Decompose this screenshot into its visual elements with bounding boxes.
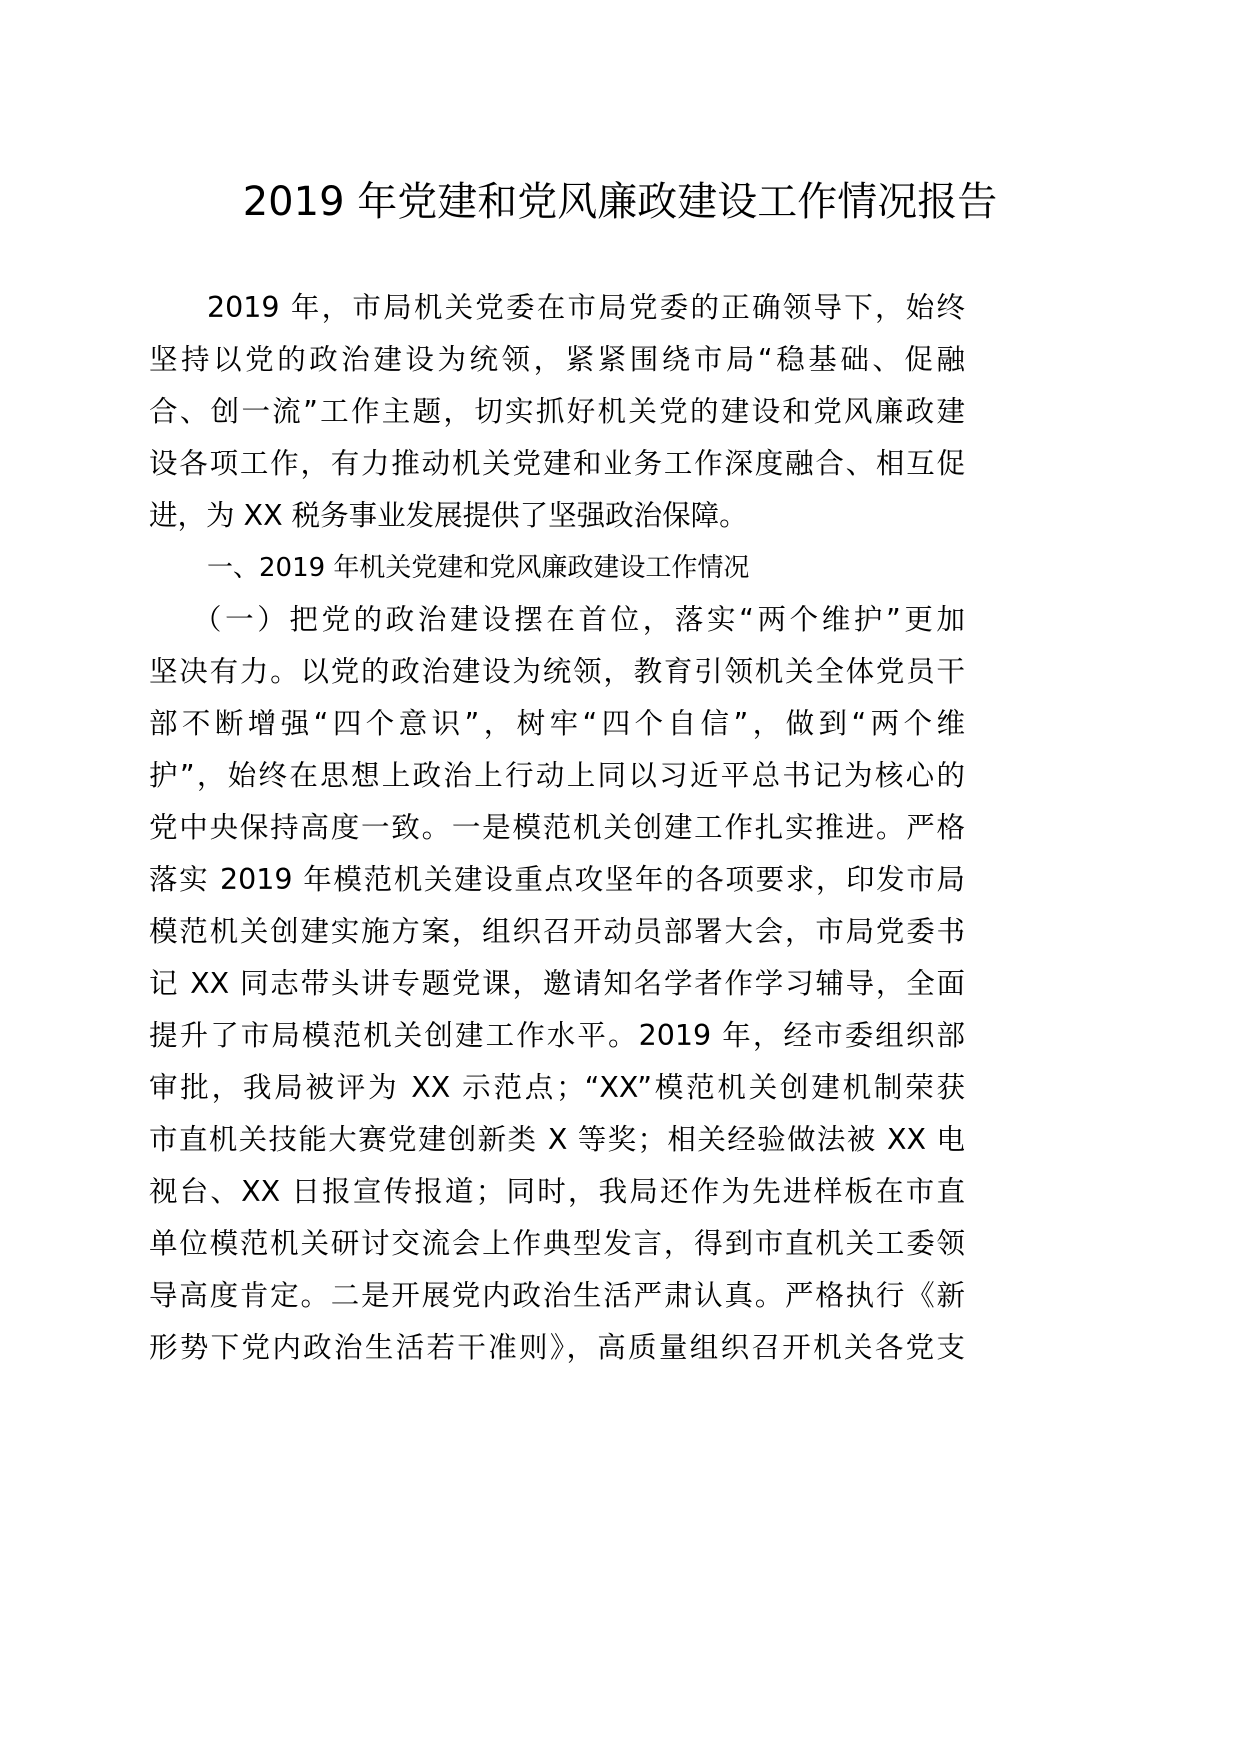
paragraph-line: 模范机关创建实施方案，组织召开动员部署大会，市局党委书 [149,915,965,948]
paragraph-line: 坚持以党的政治建设为统领，紧紧围绕市局“稳基础、促融 [149,343,965,376]
paragraph-line: 视台、XX 日报宣传报道；同时，我局还作为先进样板在市直 [149,1175,965,1208]
paragraph-line: 护”，始终在思想上政治上行动上同以习近平总书记为核心的 [149,759,965,792]
paragraph-line: 导高度肯定。二是开展党内政治生活严肃认真。严格执行《新 [149,1279,965,1312]
paragraph-line: 记 XX 同志带头讲专题党课，邀请知名学者作学习辅导，全面 [149,967,965,1000]
section-heading-text: 一、2019 年机关党建和党风廉政建设工作情况 [207,553,750,583]
paragraph-line: 设各项工作，有力推动机关党建和业务工作深度融合、相互促 [149,447,965,480]
paragraph-line: 党中央保持高度一致。一是模范机关创建工作扎实推进。严格 [149,811,965,844]
paragraph-line: 提升了市局模范机关创建工作水平。2019 年，经市委组织部 [149,1019,965,1052]
paragraph-line: 审批，我局被评为 XX 示范点；“XX”模范机关创建机制荣获 [149,1071,965,1104]
section-heading [149,542,965,594]
document-body [149,282,965,1374]
paragraph-line: 部不断增强“四个意识”，树牢“四个自信”，做到“两个维 [149,707,965,740]
paragraph-intro [149,282,965,542]
paragraph-line: 进，为 XX 税务事业发展提供了坚强政治保障。 [149,499,748,532]
paragraph-line: 形势下党内政治生活若干准则》，高质量组织召开机关各党支 [149,1331,965,1364]
paragraph-line: 落实 2019 年模范机关建设重点攻坚年的各项要求，印发市局 [149,863,965,896]
paragraph-line: 合、创一流”工作主题，切实抓好机关党的建设和党风廉政建 [149,395,965,428]
paragraph-line: 市直机关技能大赛党建创新类 X 等奖；相关经验做法被 XX 电 [149,1123,965,1156]
paragraph-section-1 [149,594,965,1374]
document-title: 2019 年党建和党风廉政建设工作情况报告 [242,179,998,225]
paragraph-line: 单位模范机关研讨交流会上作典型发言，得到市直机关工委领 [149,1227,965,1260]
paragraph-line: 2019 年，市局机关党委在市局党委的正确领导下，始终 [207,291,965,324]
paragraph-line: 坚决有力。以党的政治建设为统领，教育引领机关全体党员干 [149,655,965,688]
paragraph-line: （一）把党的政治建设摆在首位，落实“两个维护”更加 [193,603,965,636]
